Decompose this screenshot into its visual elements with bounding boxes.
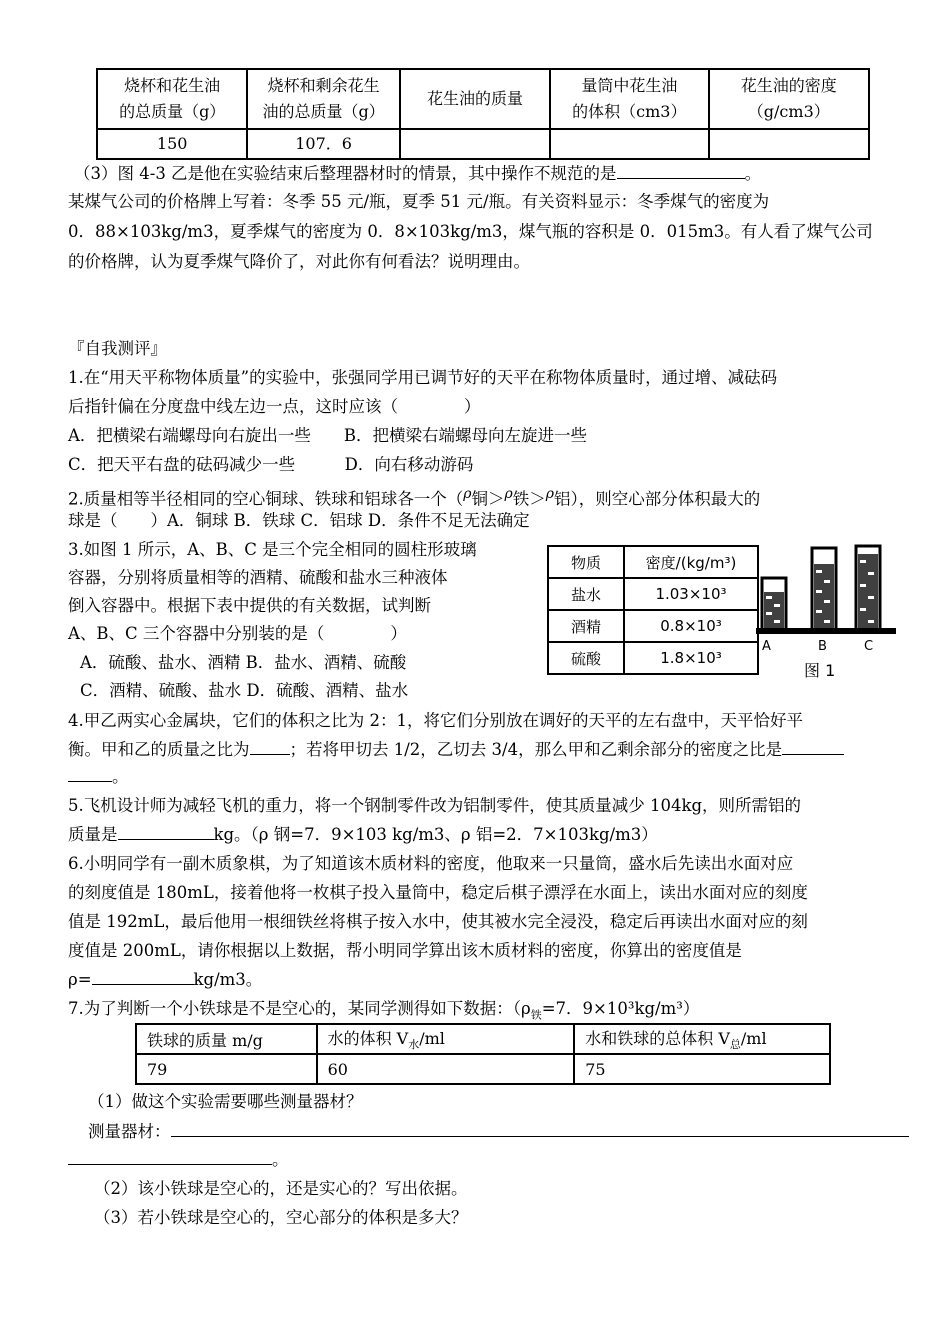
container-b — [812, 548, 836, 630]
q7-sub1-answer: 测量器材： — [88, 1120, 909, 1144]
q1-text-1: 1.在“用天平称物体质量”的实验中，张强同学用已调节好的天平在称物体质量时，通过增、减砝码 — [68, 368, 778, 387]
label-a: A — [762, 639, 771, 654]
table-cell: 79 — [136, 1054, 317, 1084]
q5-text-1: 5.飞机设计师为减轻飞机的重力，将一个钢制零件改为铝制零件，使其质量减少 104kg，则所需铝的 — [68, 796, 802, 815]
q7-sub3: （3）若小铁球是空心的，空心部分的体积是多大？ — [94, 1208, 468, 1227]
header-cell: 烧杯和剩余花生 油的总质量（g） — [247, 69, 399, 129]
oil-density-table — [96, 68, 870, 160]
density-header: 密度/(kg/m³) — [624, 546, 758, 578]
section-title: 『自我测评』 — [68, 339, 167, 358]
density-cell: 1.03×10³ — [624, 578, 758, 610]
table-cell[interactable] — [400, 129, 550, 159]
header-cell: 花生油的质量 — [400, 69, 550, 129]
answer-blank[interactable] — [92, 968, 194, 985]
answer-blank[interactable] — [68, 765, 112, 782]
q6-text-3: 值是 192mL，最后他用一根细铁丝将棋子按入水中，使其被水完全浸没，稳定后再读出水面对应的刻 — [68, 912, 808, 931]
q7-text-1: 7.为了判断一个小铁球是不是空心的，某同学测得如下数据：（$\rho_铁=7$．9×10³kg/m³） — [68, 999, 700, 1022]
q4-text-1: 4.甲乙两实心金属块，它们的体积之比为 2：1，将它们分别放在调好的天平的左右盘中，天平恰好平 — [68, 711, 803, 730]
container-c — [856, 546, 880, 630]
density-cell: 硫酸 — [548, 642, 624, 674]
q6-text-5: ρ= kg/m3。 — [68, 970, 263, 989]
gas-problem-line2: 0．88×103kg/m3，夏季煤气的密度为 0．8×103kg/m3，煤气瓶的容积是 0．015m3。有人看了煤气公司 — [68, 222, 873, 241]
q6-text-2: 的刻度值是 180mL，接着他将一枚棋子投入量筒中，稳定后棋子漂浮在水面上，读出水面对应的刻度 — [68, 883, 808, 902]
q1-options-1: A．把横梁右端螺母向右旋出一些 B．把横梁右端螺母向左旋进一些 — [68, 426, 588, 445]
q7-sub1: （1）做这个实验需要哪些测量器材？ — [88, 1092, 363, 1111]
q3-options-1: A．硫酸、盐水、酒精 B．盐水、酒精、硫酸 — [80, 653, 407, 672]
header-cell: 烧杯和花生油 的总质量（g） — [97, 69, 247, 129]
q1-options-2: C．把天平右盘的砝码减少一些 D．向右移动游码 — [68, 455, 474, 474]
density-cell: 盐水 — [548, 578, 624, 610]
header-cell: 量筒中花生油 的体积（cm3） — [550, 69, 708, 129]
header-cell: 铁球的质量 m/g — [136, 1024, 317, 1054]
q6-text-4: 度值是 200mL，请你根据以上数据，帮小明同学算出该木质材料的密度，你算出的密度值是 — [68, 941, 742, 960]
q7-sub1-answer-cont: 。 — [68, 1148, 289, 1172]
density-cell: 0.8×10³ — [624, 610, 758, 642]
answer-blank[interactable] — [118, 823, 214, 840]
header-cell: 水的体积 $V_水/ml$ — [317, 1024, 575, 1054]
density-cell: 酒精 — [548, 610, 624, 642]
answer-blank[interactable] — [68, 1148, 272, 1165]
q3-options-2: C．酒精、硫酸、盐水 D．硫酸、酒精、盐水 — [80, 681, 409, 700]
q3-text-2: 容器，分别将质量相等的酒精、硫酸和盐水三种液体 — [68, 568, 448, 587]
label-b: B — [818, 639, 827, 654]
q3-text-4: A、B、C 三个容器中分别装的是（ ） — [68, 624, 407, 643]
q4-text-3: 。 — [68, 765, 129, 789]
table-cell: 107．6 — [247, 129, 399, 159]
q7-sub2: （2）该小铁球是空心的，还是实心的？写出依据。 — [94, 1179, 468, 1198]
figure-caption: 图 1 — [804, 661, 836, 680]
figure-1-containers — [752, 544, 902, 684]
header-cell: 花生油的密度 （g/cm3） — [709, 69, 869, 129]
gas-problem-line1: 某煤气公司的价格牌上写着：冬季 55 元/瓶，夏季 51 元/瓶。有关资料显示：冬季煤气的密度为 — [68, 192, 770, 211]
density-cell: 1.8×10³ — [624, 642, 758, 674]
table-cell: 150 — [97, 129, 247, 159]
answer-blank[interactable] — [782, 738, 844, 755]
q2-text-1: 2.质量相等半径相同的空心铜球、铁球和铝球各一个（$^\rho$铜＞$^\rho$铁＞$^\rho$铝），则空心部分体积最大的 — [68, 486, 761, 509]
gas-problem-line3: 的价格牌，认为夏季煤气降价了，对此你有何看法？说明理由。 — [68, 252, 530, 271]
q3-text-3: 倒入容器中。根据下表中提供的有关数据，试判断 — [68, 596, 431, 615]
q4-text-2: 衡。甲和乙的质量之比为 ；若将甲切去 1/2，乙切去 3/4，那么甲和乙剩余部分的密度之比是 — [68, 738, 844, 762]
label-c: C — [864, 639, 874, 654]
q1-text-2: 后指针偏在分度盘中线左边一点，这时应该（ ） — [68, 397, 481, 416]
q5-text-2: 质量是 kg。（ρ 钢=7．9×103 kg/m3、ρ 铝=2．7×103kg/m3） — [68, 825, 658, 844]
table-cell: 60 — [317, 1054, 575, 1084]
header-cell: 水和铁球的总体积 $V_总/ml$ — [574, 1024, 830, 1054]
table-cell[interactable] — [709, 129, 869, 159]
answer-blank[interactable] — [617, 162, 745, 179]
q6-text-1: 6.小明同学有一副木质象棋，为了知道该木质材料的密度，他取来一只量筒，盛水后先读出水面对应 — [68, 854, 794, 873]
q3-note: （3）图 4-3 乙是他在实验结束后整理器材时的情景，其中操作不规范的是 。 — [74, 164, 762, 183]
table-cell: 75 — [574, 1054, 830, 1084]
container-a — [762, 578, 786, 630]
density-header: 物质 — [548, 546, 624, 578]
iron-ball-table — [135, 1023, 831, 1085]
q2-text-2: 球是（ ）A．铜球 B．铁球 C．铝球 D．条件不足无法确定 — [68, 511, 530, 530]
answer-blank[interactable] — [250, 738, 290, 755]
q3-text-1: 3.如图 1 所示，A、B、C 是三个完全相同的圆柱形玻璃 — [68, 540, 477, 559]
table-cell[interactable] — [550, 129, 708, 159]
density-table — [547, 545, 759, 675]
answer-blank[interactable] — [171, 1120, 909, 1137]
